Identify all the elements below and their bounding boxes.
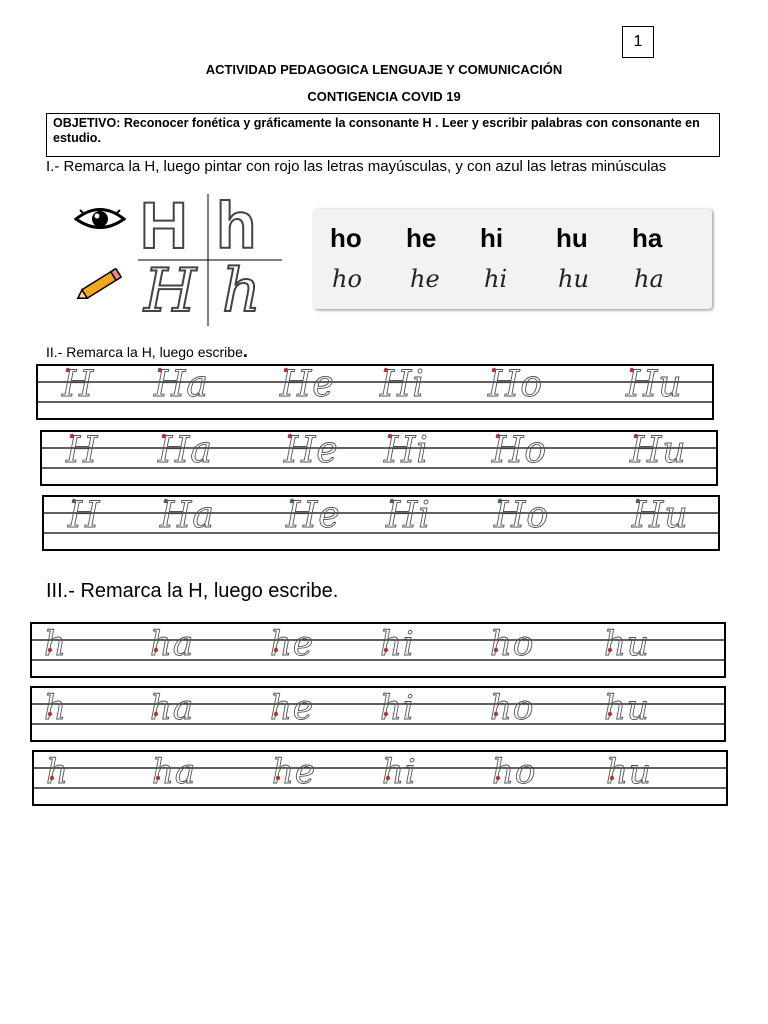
section3-trace-word: h [46,752,69,792]
section3-trace-word: hu [604,688,650,728]
section3-trace-word: hi [380,624,415,664]
letter-upper-print: H [140,188,188,262]
section2-trace-word: Ho [488,364,544,405]
section2-trace-word: He [284,430,339,471]
section3-trace-word: hi [380,688,415,728]
syllable-print: hu [556,223,588,253]
syllables-card [314,209,712,309]
section2-trace-word: H [68,495,101,536]
section3-writing-row [30,686,726,742]
section2-trace-word: H [66,430,99,471]
section2-row-lines [40,430,718,486]
page-number: 1 [622,26,654,58]
document-title: ACTIVIDAD PEDAGOGICA LENGUAJE Y COMUNICACIÓN [205,62,563,77]
section3-trace-word: ha [150,688,195,728]
section2-trace-word: Hu [630,430,687,471]
section2-row-lines [36,364,714,420]
section2-trace-word: Hu [626,364,683,405]
section3-trace-word: ho [492,752,537,792]
section2-trace-word: Hu [632,495,689,536]
section3-trace-word: h [44,624,67,664]
letter-lower-print: h [216,188,257,262]
syllable-cursive: hu [558,265,589,293]
section2-writing-row [42,495,720,551]
section2-trace-word: Ha [160,495,215,536]
section3-trace-word: h [44,688,67,728]
letter-upper-cursive: H [144,256,197,326]
syllable-cursive: ho [332,265,362,293]
section2-writing-row [40,430,718,486]
section3-trace-word: he [270,688,315,728]
syllable-print: hi [480,223,504,253]
section2-trace-word: Hi [386,495,431,536]
section2-trace-word: He [286,495,341,536]
syllable-print: ha [632,223,663,253]
section3-trace-word: hu [606,752,652,792]
section2-trace-word: Ho [494,495,550,536]
section3-trace-word: ha [150,624,195,664]
section2-trace-word: Hi [384,430,429,471]
section3-trace-word: he [270,624,315,664]
document-subtitle: CONTIGENCIA COVID 19 [307,89,461,104]
section3-trace-word: hi [382,752,417,792]
section3-trace-word: he [272,752,317,792]
section2-row-lines [42,495,720,551]
section3-instruction: III.- Remarca la H, luego escribe. [46,580,339,602]
section3-trace-word: hu [604,624,650,664]
section3-trace-word: ha [152,752,197,792]
eye-icon [74,204,126,234]
syllable-cursive: ha [634,265,664,293]
section2-trace-word: Ha [154,364,209,405]
section3-trace-word: ho [490,624,535,664]
section2-trace-word: Hi [380,364,425,405]
pencil-icon [72,268,126,302]
syllable-print: he [406,223,437,253]
section3-trace-word: ho [490,688,535,728]
section2-instruction: II.- Remarca la H, luego escribe. [46,341,248,361]
syllable-print: ho [330,223,362,253]
section3-writing-row [30,622,726,678]
section3-writing-row [32,750,728,806]
objective-box: OBJETIVO: Reconocer fonética y gráficamente la consonante H . Leer y escribir palabras con consonante en estudio. [46,113,720,157]
syllable-cursive: he [410,265,440,293]
section2-trace-word: H [62,364,95,405]
section2-writing-row [36,364,714,420]
letter-lower-cursive: h [222,256,261,326]
section1-instruction: I.- Remarca la H, luego pintar con rojo las letras mayúsculas, y con azul las letras minúsculas [46,158,667,175]
syllable-cursive: hi [484,265,508,293]
section2-trace-word: Ho [492,430,548,471]
section2-trace-word: Ha [158,430,213,471]
section2-trace-word: He [280,364,335,405]
